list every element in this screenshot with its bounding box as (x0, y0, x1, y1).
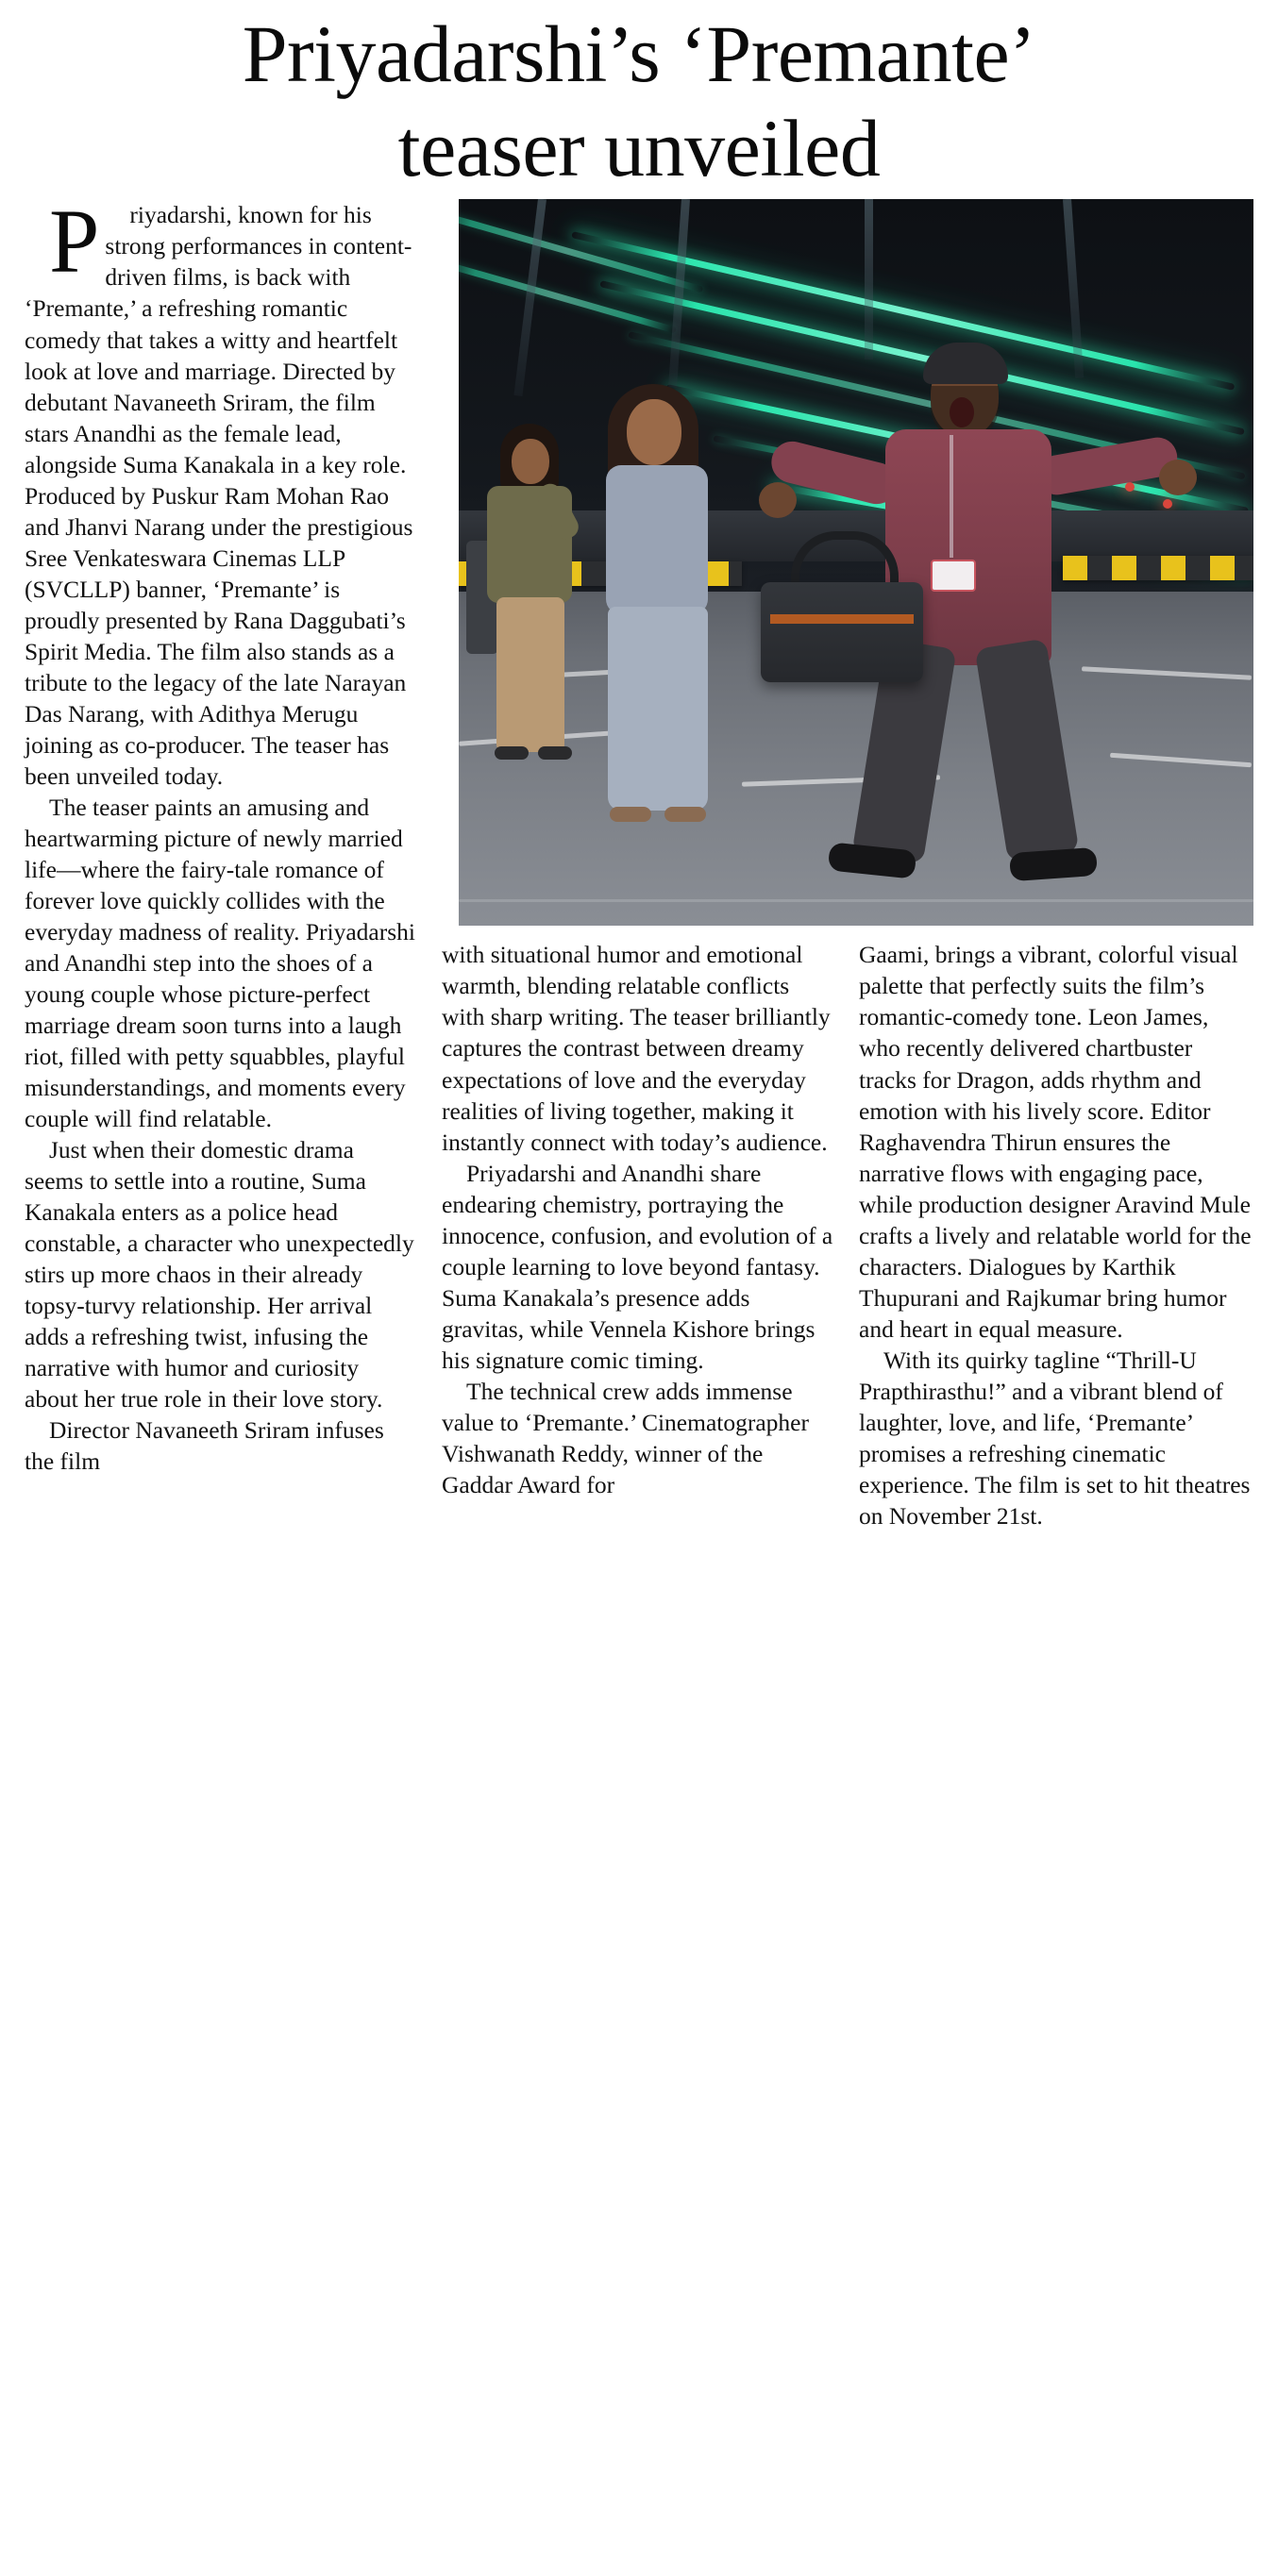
photo-scene (459, 199, 1253, 926)
duffel-bag-stripe (770, 614, 914, 624)
paragraph: The technical crew adds immense value to ‘Premante.’ Cinematographer Vishwanath Reddy, winner of the Gaddar Award for (442, 1377, 809, 1498)
paragraph: Director Navaneeth Sriram infuses the film (25, 1416, 384, 1476)
man-lanyard (950, 435, 953, 558)
woman-center-sandal (664, 807, 706, 822)
drop-cap: P (49, 191, 100, 293)
paragraph (25, 191, 417, 791)
paragraph: Just when their domestic drama seems to settle into a routine, Suma Kanakala enters as a police head constable, a character who unexpectedly stirs up more chaos in their already topsy-turvy relationship. Her arrival adds a refreshing twist, infusing the narrative with humor and curiosity about her true role in their love story. (25, 1135, 414, 1413)
article-photo (459, 199, 1253, 926)
yellow-curb (1063, 556, 1253, 580)
woman-center-sandal (610, 807, 651, 822)
paragraph-text: riyadarshi, known for his strong performances in content-driven films, is back with ‘Premante,’ a refreshing romantic comedy that takes a witty and heartfelt look at love and marriage. Directed by debutant Navaneeth Sriram, the film stars Anandhi as the female lead, alongside Suma Kanakala in a key role. Produced by Puskur Ram Mohan Rao and Jhanvi Narang under the prestigious Sree Venkateswara Cinemas LLP (SVCLLP) banner, ‘Premante’ is proudly presented by Rana Daggubati’s Spirit Media. The film also stands as a tribute to the legacy of the late Narayan Das Narang, with Adithya Merugu joining as co-producer. The teaser has been unveiled today. (25, 201, 413, 790)
article-column-1 (25, 191, 417, 1531)
paragraph: With its quirky tagline “Thrill-U Prapthirasthu!” and a vibrant blend of laughter, love, and life, ‘Premante’ promises a refreshing cinematic experience. The film is set to hit theatres on November 21st. (859, 1346, 1251, 1530)
paragraph: The teaser paints an amusing and heartwarming picture of newly married life—where the fairy-tale romance of forever love quickly collides with the everyday madness of reality. Priyadarshi and Anandhi step into the shoes of a young couple whose picture-perfect marriage dream soon turns into a laugh riot, filled with petty squabbles, playful misunderstandings, and moments every couple will find relatable. (25, 793, 416, 1132)
headline-line-2: teaser unveiled (397, 102, 881, 193)
woman-center-trousers (608, 607, 708, 811)
woman-center-face (627, 399, 681, 465)
woman-left-face (512, 439, 549, 484)
man-leg-right (975, 639, 1080, 862)
article-body (25, 191, 1253, 1531)
paragraph: Priyadarshi and Anandhi share endearing chemistry, portraying the innocence, confusion, and evolution of a couple learning to love beyond fantasy. Suma Kanakala’s presence adds gravitas, while Vennela Kishore brings his signature comic timing. (442, 1159, 833, 1374)
headline-line-1: Priyadarshi’s ‘Premante’ (242, 8, 1036, 99)
paragraph: Gaami, brings a vibrant, colorful visual palette that perfectly suits the film’s romantic-comedy tone. Leon James, who recently delivered chartbuster tracks for Dragon, adds rhythm and emotion with his lively score. Editor Raghavendra Thirun ensures the narrative flows with engaging pace, while production designer Aravind Mule crafts a lively and relatable world for the characters. Dialogues by Karthik Thupurani and Rajkumar bring humor and heart in equal measure. (859, 941, 1252, 1343)
woman-center-top (606, 465, 708, 614)
man-beanie (923, 343, 1008, 384)
woman-left-shoe (495, 746, 529, 760)
duffel-bag (761, 582, 923, 682)
road-marking (459, 899, 1253, 902)
paragraph: with situational humor and emotional warmth, blending relatable conflicts with sharp writing. The teaser brilliantly captures the contrast between dreamy expectations of love and the everyday realities of living together, making it instantly connect with today’s audience. (442, 941, 831, 1156)
ceiling-beam (865, 199, 873, 360)
man-id-badge (931, 560, 976, 592)
page-title (25, 8, 1253, 193)
woman-left-trousers (496, 597, 564, 752)
woman-left-shoe (538, 746, 572, 760)
